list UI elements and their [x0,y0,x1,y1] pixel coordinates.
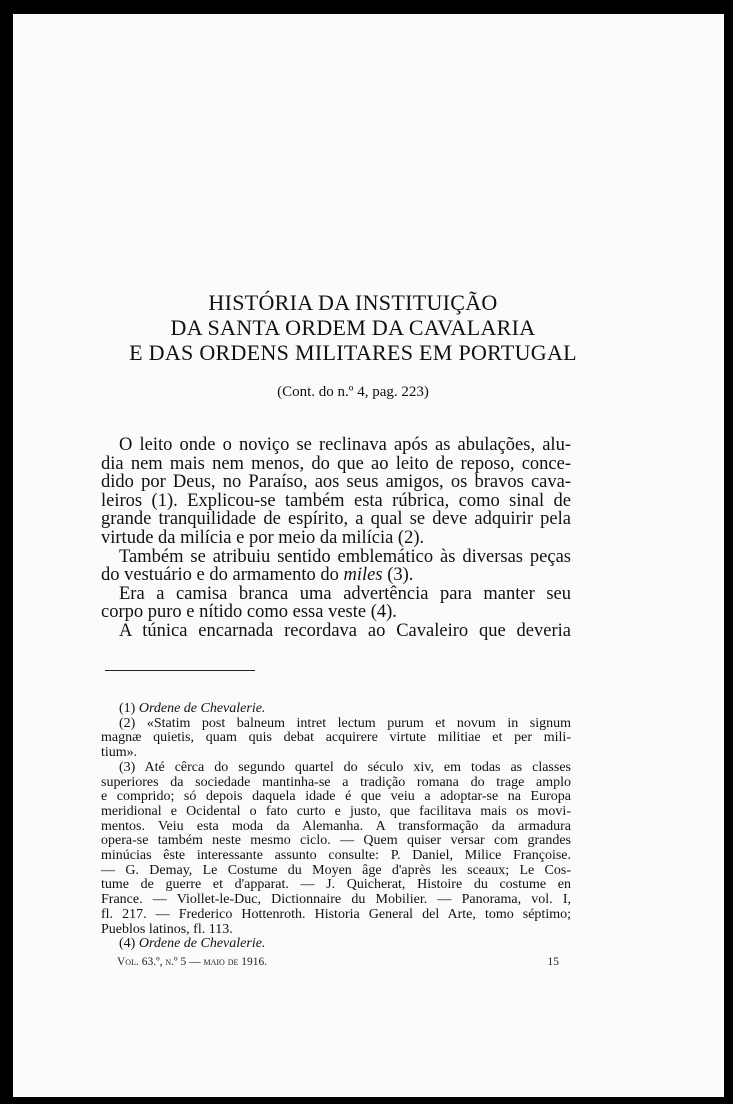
footnote-3-line: meridional e Ocidental o fato curto e justo, que facilitava mais os movi- [101,803,571,819]
footnote-divider [105,670,255,671]
paragraph-3 [101,585,571,622]
footnote-text: Ordene de Chevalerie. [138,936,266,952]
footnote-3-line: e comprido; só depois daquela idade é que veiu a adoptar-se na Europa [101,789,571,805]
body-line: corpo puro e nítido como essa veste (4). [101,602,397,623]
footnote-3-line: minúcias êste interessante assunto consulte: P. Daniel, Milice Françoise. [101,848,571,864]
footnotes [101,702,571,952]
footnote-3-line: — G. Demay, Le Costume du Moyen âge d'après les sceaux; Le Cos- [101,862,571,878]
body-line: Também se atribuiu sentido emblemático às diversas peças [119,546,571,567]
footnote-3-line: (3) Até cêrca do segundo quartel do século xiv, em todas as classes [119,759,571,775]
body-line: O leito onde o noviço se reclinava após as abulações, alu- [119,435,571,455]
footnote-number: (4) [119,936,136,952]
footnote-4 [101,937,571,952]
footnote-3-line: tume de guerre et d'apparat. — J. Quicherat, Histoire du costume en [101,877,571,893]
footnote-3-line: mentos. Veiu esta moda da Alemanha. A transformação da armadura [101,818,571,834]
volume-info: Vol. 63.º, n.º 5 — maio de 1916. [117,956,268,968]
body-line: virtude da milícia e por meio da milícia (2). [101,527,425,548]
footnote-3-line: France. — Viollet-le-Duc, Dictionnaire du Mobilier. — Panorama, vol. I, [101,892,571,908]
body-line: leiros (1). Explicou-se também esta rúbrica, como sinal de [101,490,571,511]
miles-word: miles [343,565,383,586]
footnote-3-line: opera-se também neste mesmo ciclo. — Quem quiser versar com grandes [101,833,571,849]
page-number: 15 [547,956,559,968]
body-line: dido por Deus, no Paraíso, aos seus amigos, os bravos cava- [101,472,571,493]
document-page [13,14,724,1097]
footnote-text: Ordene de Chevalerie. [138,701,266,716]
footnote-3-line: Pueblos latinos, fl. 113. [101,921,233,937]
title-line-3: E DAS ORDENS MILITARES EM PORTUGAL [129,340,577,365]
body-line [101,566,571,585]
paragraph-1 [101,436,571,548]
body-line: dia nem mais nem menos, do que ao leito de reposo, conce- [101,453,571,474]
title-line-2: DA SANTA ORDEM DA CAVALARIA [170,315,536,340]
body-line: grande tranquilidade de espírito, a qual se deve adquirir pela [101,509,571,530]
continuation-note: (Cont. do n.º 4, pag. 223) [277,384,429,400]
title-line-1: HISTÓRIA DA INSTITUIÇÃO [208,290,498,315]
footnote-2-line: magnæ quietis, quam quis debat acquirere virtute militiae et per mili- [101,730,571,746]
footnote-1 [101,702,571,717]
body-line: A túnica encarnada recordava ao Cavaleiro que deveria [119,620,571,641]
footnote-2-line: (2) «Statim post balneum intret lectum purum et novum in signum [119,715,571,731]
footnote-3-line: fl. 217. — Frederico Hottenroth. Historia General del Arte, tomo séptimo; [101,906,571,922]
footnote-number: (1) [119,701,136,716]
body-line-end: (3). [382,565,414,586]
body-line-text: do vestuário e do armamento do [101,565,344,586]
paragraph-2 [101,548,571,585]
paragraph-4 [101,622,571,641]
footnote-3-line: superiores da sociedade mantinha-se a tradição romana do trage amplo [101,774,571,790]
footnote-2-line: tium». [101,745,138,761]
body-line: Era a camisa branca uma advertência para manter seu [119,583,571,604]
body-text [101,436,571,641]
